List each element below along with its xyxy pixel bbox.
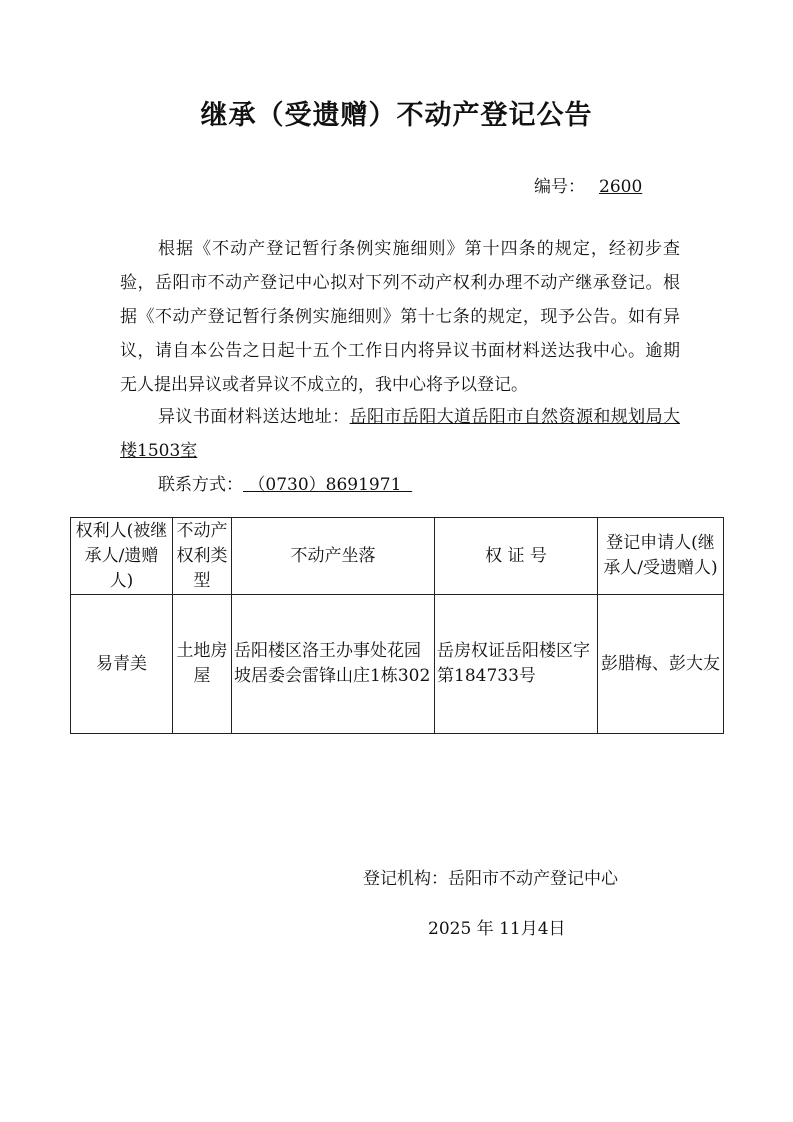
notice-number-label: 编号： (534, 177, 585, 197)
table-row (71, 595, 724, 734)
table-header-row (71, 518, 724, 595)
address-value: 岳阳市岳阳大道岳阳市自然资源和规划局大楼1503室 (120, 407, 681, 461)
notice-number-value: 2600 (599, 177, 643, 197)
cell-certificate: 岳房权证岳阳楼区字第184733号 (435, 595, 598, 734)
contact-label: 联系方式： (158, 475, 243, 495)
cell-applicant: 彭腊梅、彭大友 (598, 595, 724, 734)
page-title: 继承（受遗赠）不动产登记公告 (200, 100, 593, 131)
header-applicant: 登记申请人(继承人/受遗赠人) (598, 518, 724, 595)
body-paragraph: 根据《不动产登记暂行条例实施细则》第十四条的规定，经初步查验，岳阳市不动产登记中心拟对下列不动产权利办理不动产继承登记。根据《不动产登记暂行条例实施细则》第十七条的规定，现予公告。如有异议，请自本公告之日起十五个工作日内将异议书面材料送达我中心。逾期无人提出异议或者异议不成立的，我中心将予以登记。 (120, 239, 680, 395)
header-type: 不动产权利类型 (173, 518, 232, 595)
objection-address (120, 400, 680, 468)
notice-date: 2025 年 11月4日 (428, 919, 566, 939)
cell-owner: 易青美 (71, 595, 173, 734)
header-owner: 权利人(被继承人/遗赠人) (71, 518, 173, 595)
registration-table (70, 517, 724, 734)
registration-org: 登记机构：岳阳市不动产登记中心 (363, 869, 618, 889)
header-location: 不动产坐落 (232, 518, 435, 595)
cell-type: 土地房屋 (173, 595, 232, 734)
address-label: 异议书面材料送达地址： (158, 407, 350, 427)
contact-info (158, 470, 412, 495)
notice-number (534, 172, 642, 197)
header-certificate: 权 证 号 (435, 518, 598, 595)
cell-location: 岳阳楼区洛王办事处花园坡居委会雷锋山庄1栋302 (232, 595, 435, 734)
contact-value: （0730）8691971 (243, 475, 413, 495)
